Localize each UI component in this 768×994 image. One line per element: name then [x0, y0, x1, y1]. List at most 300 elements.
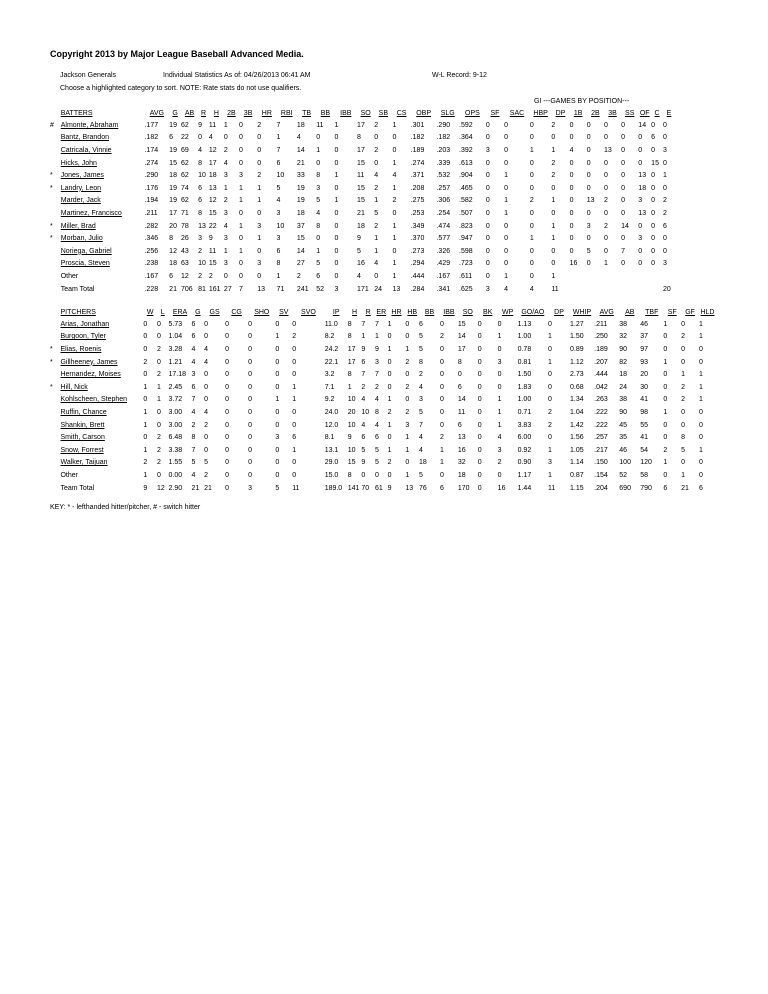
stat-cell: 1 — [681, 471, 686, 479]
stat-cell: 18 — [208, 172, 217, 180]
stat-cell: 0 — [143, 371, 148, 379]
stat-cell: 1 — [663, 358, 668, 366]
stat-cell: 97 — [640, 345, 649, 353]
stat-cell: 62 — [180, 172, 189, 180]
stat-cell: 2.73 — [570, 371, 584, 379]
stat-cell: 13 — [457, 434, 466, 442]
player-name-link[interactable]: Morban, Julio — [60, 235, 103, 243]
stat-cell: 6 — [457, 421, 462, 429]
bat-header-dp[interactable]: DP — [555, 109, 566, 117]
pit-header-sho[interactable]: SHO — [254, 308, 270, 316]
stat-cell: 62 — [180, 159, 189, 167]
stat-cell: 10 — [361, 408, 370, 416]
stat-cell: 58 — [640, 471, 649, 479]
bat-header-ibb[interactable]: IBB — [340, 109, 352, 117]
stat-cell: 0 — [663, 345, 668, 353]
bat-header-bb[interactable]: BB — [320, 109, 331, 117]
bat-header-obp[interactable]: OBP — [416, 109, 431, 117]
player-name-link[interactable]: Arias, Jonathan — [60, 320, 110, 328]
pit-header-avg[interactable]: AVG — [599, 308, 614, 316]
stat-cell: 0 — [621, 209, 626, 217]
stat-cell: 0 — [477, 396, 482, 404]
stat-cell: .465 — [459, 184, 473, 192]
stat-cell: 5 — [316, 197, 321, 205]
stat-cell: 0 — [651, 247, 656, 255]
stat-cell: 2 — [548, 421, 552, 429]
stat-cell: 43 — [180, 247, 189, 255]
stat-cell: 8 — [347, 471, 352, 479]
bat-header-slg[interactable]: SLG — [440, 109, 455, 117]
stat-cell: .392 — [459, 146, 473, 154]
bat-header-h[interactable]: H — [213, 109, 219, 117]
stat-cell: 1 — [276, 272, 281, 280]
stat-cell: .208 — [410, 184, 425, 192]
stat-cell: 0 — [477, 484, 482, 492]
pit-header-h[interactable]: H — [352, 308, 358, 316]
stat-cell: 3.83 — [517, 421, 532, 429]
handedness-marker — [50, 283, 61, 296]
stat-cell: 0 — [485, 172, 490, 180]
bat-header-sac[interactable]: SAC — [509, 109, 525, 117]
stat-cell: 0 — [477, 408, 482, 416]
stat-cell: 0 — [225, 421, 229, 429]
stat-cell: 0.00 — [168, 471, 183, 479]
stat-cell: 0 — [485, 197, 490, 205]
stat-cell: 1.83 — [517, 383, 532, 391]
stat-cell: 0 — [485, 209, 490, 217]
stat-cell: 7 — [621, 247, 626, 255]
stat-cell: 2 — [143, 459, 148, 467]
stat-cell: 1.12 — [570, 358, 584, 366]
stat-cell: 0 — [275, 371, 280, 379]
player-name-link[interactable]: Burgoon, Tyler — [60, 333, 106, 341]
stat-cell: 9 — [347, 434, 352, 442]
stat-cell: 0 — [485, 159, 490, 167]
stat-cell: 1.50 — [570, 333, 584, 341]
stat-cell: 2 — [223, 146, 228, 154]
pit-header-cg[interactable]: CG — [231, 308, 242, 316]
stat-cell: 0 — [225, 408, 229, 416]
bat-header-so[interactable]: SO — [360, 109, 371, 117]
pit-header-wp[interactable]: WP — [501, 308, 514, 316]
stat-cell: 1.04 — [168, 333, 183, 341]
stat-cell: .253 — [410, 209, 425, 217]
bat-header-hbp[interactable]: HBP — [533, 109, 548, 117]
stat-cell: 0 — [238, 134, 243, 142]
player-name-link[interactable]: Noriega, Gabriel — [60, 247, 112, 255]
bat-header-sf[interactable]: SF — [490, 109, 500, 117]
stat-cell: 7 — [276, 121, 281, 129]
stat-cell: 0 — [275, 358, 280, 366]
stat-cell: .723 — [459, 260, 473, 268]
bat-header-3b[interactable]: 3B — [608, 109, 617, 117]
pitching-stats-table — [50, 306, 716, 494]
stat-cell: 1.27 — [570, 320, 584, 328]
stat-cell: 0 — [548, 383, 552, 391]
stat-cell: 0 — [551, 260, 556, 268]
stat-cell: 6 — [457, 383, 462, 391]
stat-cell: 7 — [375, 371, 379, 379]
stat-cell: 10 — [276, 172, 285, 180]
stat-cell: 1 — [698, 333, 703, 341]
pit-header-dp[interactable]: DP — [554, 308, 564, 316]
stat-cell: 0 — [204, 371, 209, 379]
pit-header-ibb[interactable]: IBB — [443, 308, 455, 316]
pit-header-er[interactable]: ER — [376, 308, 387, 316]
player-name-link[interactable]: Almonte, Abraham — [60, 121, 119, 129]
stat-cell: 0 — [638, 222, 643, 230]
bat-header-c[interactable]: C — [654, 109, 660, 117]
stat-cell: 1 — [238, 247, 243, 255]
stat-cell: 90 — [619, 408, 628, 416]
stat-cell: 61 — [375, 484, 383, 492]
stat-cell: 0 — [638, 134, 643, 142]
stat-cell: 17 — [457, 345, 466, 353]
stat-cell: 1 — [347, 383, 352, 391]
handedness-marker: * — [50, 345, 53, 353]
stat-cell: 0 — [361, 471, 366, 479]
stat-cell: 0 — [621, 184, 626, 192]
player-name-link[interactable]: Shankin, Brett — [60, 421, 105, 429]
player-name-link[interactable]: Elias, Roenis — [60, 345, 102, 353]
stat-cell: 41 — [640, 434, 649, 442]
player-name-link[interactable]: Hicks, John — [60, 159, 97, 167]
stat-cell: 0 — [504, 222, 509, 230]
stat-cell: 0 — [238, 146, 243, 154]
player-name-link[interactable]: Miller, Brad — [60, 222, 96, 230]
stat-cell: 4 — [204, 358, 209, 366]
pit-header-tbf[interactable]: TBF — [645, 308, 659, 316]
stat-cell: 161 — [208, 285, 221, 293]
stat-cell: .904 — [459, 172, 473, 180]
stat-cell: 1 — [334, 121, 339, 129]
bat-header-ss[interactable]: SS — [625, 109, 635, 117]
stat-cell: 1 — [292, 446, 297, 454]
stat-cell: 2 — [374, 222, 379, 230]
table-row — [50, 318, 716, 331]
stat-cell: .339 — [436, 159, 451, 167]
stat-cell: 0 — [603, 247, 608, 255]
stat-cell: .326 — [436, 247, 451, 255]
stat-cell: 6 — [191, 333, 196, 341]
stat-cell: 0 — [551, 184, 556, 192]
stat-cell: 8 — [681, 434, 686, 442]
stat-cell: 0 — [603, 172, 608, 180]
stat-cell: .222 — [594, 421, 608, 429]
stat-cell: 8 — [457, 358, 462, 366]
bat-header-cs[interactable]: CS — [396, 109, 407, 117]
stat-cell: 706 — [180, 285, 193, 293]
bat-header-2b[interactable]: 2B — [591, 109, 600, 117]
stat-cell: 0 — [529, 172, 534, 180]
stat-cell: 2 — [551, 159, 556, 167]
stat-cell: 1 — [156, 383, 161, 391]
stat-cell: 0 — [497, 345, 502, 353]
player-name-link[interactable]: Landry, Leon — [60, 184, 102, 192]
stat-cell: 2 — [143, 358, 148, 366]
pit-header-hld[interactable]: HLD — [700, 308, 715, 316]
player-name-link[interactable]: Martinez, Francisco — [60, 209, 122, 217]
stat-cell: 1 — [223, 121, 228, 129]
stat-cell: 6 — [198, 197, 203, 205]
stat-cell: 0 — [638, 159, 643, 167]
stat-cell: 6 — [419, 320, 423, 328]
stat-cell: 13 — [257, 285, 265, 293]
stat-cell: 2 — [156, 345, 161, 353]
stat-cell: 0 — [621, 260, 626, 268]
stat-cell: 1 — [392, 235, 397, 243]
pit-header-sf[interactable]: SF — [667, 308, 677, 316]
stat-cell: 1.05 — [570, 446, 584, 454]
stat-cell: 0 — [248, 371, 253, 379]
stat-cell: 7 — [191, 396, 196, 404]
stat-cell: 2 — [663, 446, 668, 454]
stat-cell: 10 — [347, 446, 356, 454]
stat-cell: 3 — [662, 146, 667, 154]
stat-cell: 0 — [316, 235, 321, 243]
bat-header-1b[interactable]: 1B — [573, 109, 583, 117]
bat-header-2b[interactable]: 2B — [227, 109, 236, 117]
stat-cell: 0 — [529, 272, 534, 280]
bat-header-hr[interactable]: HR — [261, 109, 272, 117]
player-name-link[interactable]: Snow, Forrest — [60, 446, 104, 454]
stat-cell: 0 — [292, 358, 297, 366]
stat-cell: 12 — [208, 197, 217, 205]
stat-cell: 0 — [529, 159, 534, 167]
stat-cell: 16 — [569, 260, 578, 268]
stat-cell: 1 — [387, 421, 392, 429]
stat-cell: 8 — [419, 358, 423, 366]
pit-header-l[interactable]: L — [160, 308, 165, 316]
stat-cell: 0 — [603, 209, 608, 217]
stat-cell: 3 — [497, 446, 502, 454]
stat-cell: 2 — [681, 396, 686, 404]
stat-cell: 74 — [180, 184, 189, 192]
stat-cell: 1 — [375, 333, 379, 341]
bat-header-e[interactable]: E — [666, 109, 672, 117]
stat-cell: 0 — [504, 159, 509, 167]
bat-header-of[interactable]: OF — [639, 109, 650, 117]
bat-header-3b[interactable]: 3B — [243, 109, 253, 117]
bat-header-rbi[interactable]: RBI — [280, 109, 293, 117]
stat-cell: 3 — [223, 209, 228, 217]
stat-cell: 690 — [619, 484, 631, 492]
stat-cell: 0 — [477, 345, 482, 353]
stat-cell: .203 — [436, 146, 451, 154]
stat-cell: 141 — [347, 484, 360, 492]
stat-cell: .207 — [594, 358, 608, 366]
stat-cell: 3.00 — [168, 408, 183, 416]
stat-cell: 1 — [156, 396, 161, 404]
stat-cell: 4 — [357, 272, 361, 280]
stat-cell: 6 — [651, 134, 656, 142]
stat-cell: 1.55 — [168, 459, 183, 467]
pit-header-hr[interactable]: HR — [391, 308, 402, 316]
pit-header-ab[interactable]: AB — [625, 308, 635, 316]
stat-cell: 4 — [374, 260, 379, 268]
stat-cell: 3.2 — [324, 371, 335, 379]
stat-cell: 1.14 — [570, 459, 584, 467]
pit-header-sv[interactable]: SV — [279, 308, 289, 316]
pit-header-gf[interactable]: GF — [685, 308, 695, 316]
stat-cell: 0 — [569, 172, 574, 180]
pit-header-hb[interactable]: HB — [407, 308, 418, 316]
pit-header-w[interactable]: W — [146, 308, 154, 316]
stat-cell: 0 — [143, 434, 148, 442]
stat-cell — [663, 270, 675, 283]
stat-cell: 0 — [225, 459, 229, 467]
stat-cell: 5 — [586, 247, 591, 255]
player-name-link[interactable]: Ruffin, Chance — [60, 408, 107, 416]
pit-header-r[interactable]: R — [365, 308, 371, 316]
stat-cell: 0 — [225, 396, 229, 404]
stat-cell: 0 — [548, 371, 552, 379]
handedness-marker — [50, 258, 61, 271]
stat-cell: 16 — [497, 484, 506, 492]
stat-cell: 1 — [257, 184, 262, 192]
stat-cell: 0 — [663, 333, 668, 341]
row-label: Team Total — [60, 285, 95, 293]
bat-header-ops[interactable]: OPS — [465, 109, 480, 117]
bat-header-ab[interactable]: AB — [184, 109, 195, 117]
player-name-link[interactable]: Kohlscheen, Stephen — [60, 396, 128, 404]
pit-header-gs[interactable]: GS — [209, 308, 220, 316]
stat-cell: 21 — [169, 285, 177, 293]
stat-cell: 1 — [681, 371, 686, 379]
stat-cell: 9 — [357, 235, 361, 243]
player-name-link[interactable]: Proscia, Steven — [60, 260, 110, 268]
stat-cell: 15 — [651, 159, 659, 167]
stat-cell: 0 — [477, 320, 482, 328]
stat-cell: 0 — [248, 471, 253, 479]
stat-cell: 2 — [191, 421, 196, 429]
stat-cell: 0 — [292, 459, 297, 467]
stat-cell: 1 — [405, 471, 410, 479]
player-name-link[interactable]: Walker, Taijuan — [60, 459, 108, 467]
stat-cell: 11 — [548, 484, 556, 492]
stat-cell: 0 — [504, 247, 509, 255]
stat-cell: 0 — [248, 320, 253, 328]
stat-cell: .301 — [410, 121, 425, 129]
stat-cell: 6.00 — [517, 434, 532, 442]
stat-cell: 1.44 — [517, 484, 532, 492]
stat-cell: 0 — [529, 209, 534, 217]
player-name-link[interactable]: Smith, Carson — [60, 434, 105, 442]
stat-cell: 0 — [292, 408, 297, 416]
stat-cell: 0 — [663, 371, 668, 379]
stat-cell: 46 — [640, 320, 649, 328]
stat-cell: 1 — [551, 197, 556, 205]
player-name-link[interactable]: Catricala, Vinnie — [60, 146, 112, 154]
pit-header-whip[interactable]: WHIP — [572, 308, 592, 316]
stat-cell: 13 — [198, 222, 206, 230]
stat-cell: 0 — [586, 209, 591, 217]
pitching-header-row — [50, 306, 716, 318]
stat-cell: 0 — [387, 371, 392, 379]
stat-cell: 10 — [198, 260, 206, 268]
stat-cell: 0 — [387, 358, 392, 366]
stat-cell: .238 — [144, 260, 159, 268]
stat-cell: 15.0 — [324, 471, 339, 479]
stat-cell: 1 — [292, 396, 297, 404]
table-row — [50, 469, 716, 482]
pit-header-era[interactable]: ERA — [172, 308, 188, 316]
stat-cell: 8 — [276, 260, 281, 268]
stat-cell: 90 — [619, 345, 628, 353]
stat-cell: 5 — [375, 459, 379, 467]
player-name-link[interactable]: Bantz, Brandon — [60, 134, 109, 142]
stat-cell: 18 — [169, 260, 177, 268]
stat-cell: 0 — [698, 408, 703, 416]
stat-cell: 29.0 — [324, 459, 339, 467]
player-name-link[interactable]: Jones, James — [60, 172, 104, 180]
stat-cell: 13 — [603, 146, 612, 154]
pit-header-svo[interactable]: SVO — [301, 308, 316, 316]
stat-cell: 1.17 — [517, 471, 532, 479]
bat-header-r[interactable]: R — [200, 109, 207, 117]
stat-cell: 1 — [529, 146, 534, 154]
pit-header-bk[interactable]: BK — [483, 308, 493, 316]
stat-cell: 11 — [357, 172, 365, 180]
bat-header-tb[interactable]: TB — [302, 109, 312, 117]
stat-cell: 6 — [191, 383, 196, 391]
stat-cell: 0 — [621, 172, 626, 180]
handedness-marker — [50, 444, 60, 457]
stat-cell: .532 — [436, 172, 451, 180]
stat-cell: 0 — [698, 421, 703, 429]
pit-header-so[interactable]: SO — [462, 308, 473, 316]
pit-header-ip[interactable]: IP — [332, 308, 340, 316]
bat-header-g[interactable]: G — [172, 109, 178, 117]
stat-cell: 0 — [238, 235, 243, 243]
stat-cell: 0 — [257, 272, 262, 280]
pit-header-bb[interactable]: BB — [424, 308, 435, 316]
table-row — [50, 343, 716, 356]
player-name-link[interactable]: Hernandez, Moises — [60, 371, 121, 379]
player-name-link[interactable]: Gillheeney, James — [60, 358, 118, 366]
pit-header-g[interactable]: G — [195, 308, 201, 316]
pit-header-go-ao[interactable]: GO/AO — [521, 308, 545, 316]
stat-cell: 5 — [375, 446, 379, 454]
stat-cell: .275 — [410, 197, 425, 205]
player-name-link[interactable]: Marder, Jack — [60, 197, 101, 205]
stat-cell: 0 — [477, 358, 482, 366]
table-row — [50, 195, 675, 208]
stat-cell: 7 — [191, 446, 196, 454]
stat-cell: 0.90 — [517, 459, 532, 467]
stat-cell: 37 — [640, 333, 649, 341]
bat-header-sb[interactable]: SB — [378, 109, 389, 117]
stat-cell: 4 — [419, 434, 423, 442]
stat-cell: 0 — [569, 134, 574, 142]
stat-cell: 0 — [569, 235, 574, 243]
stat-cell: 0 — [225, 371, 229, 379]
stat-cell: 0 — [405, 396, 410, 404]
stat-cell: .371 — [410, 172, 425, 180]
stat-cell: 1 — [257, 197, 262, 205]
stat-cell: 4 — [316, 209, 321, 217]
player-name-link[interactable]: Hill, Nick — [60, 383, 88, 391]
stat-cell: 4 — [204, 408, 209, 416]
stat-cell: 0 — [586, 235, 591, 243]
stat-cell: .222 — [594, 408, 608, 416]
stat-cell: 0 — [529, 222, 534, 230]
stat-cell: 11 — [457, 408, 466, 416]
stat-cell: .204 — [594, 484, 608, 492]
bat-header-avg[interactable]: AVG — [149, 109, 164, 117]
stat-cell: 4 — [361, 421, 366, 429]
stat-cell: 0 — [621, 146, 626, 154]
